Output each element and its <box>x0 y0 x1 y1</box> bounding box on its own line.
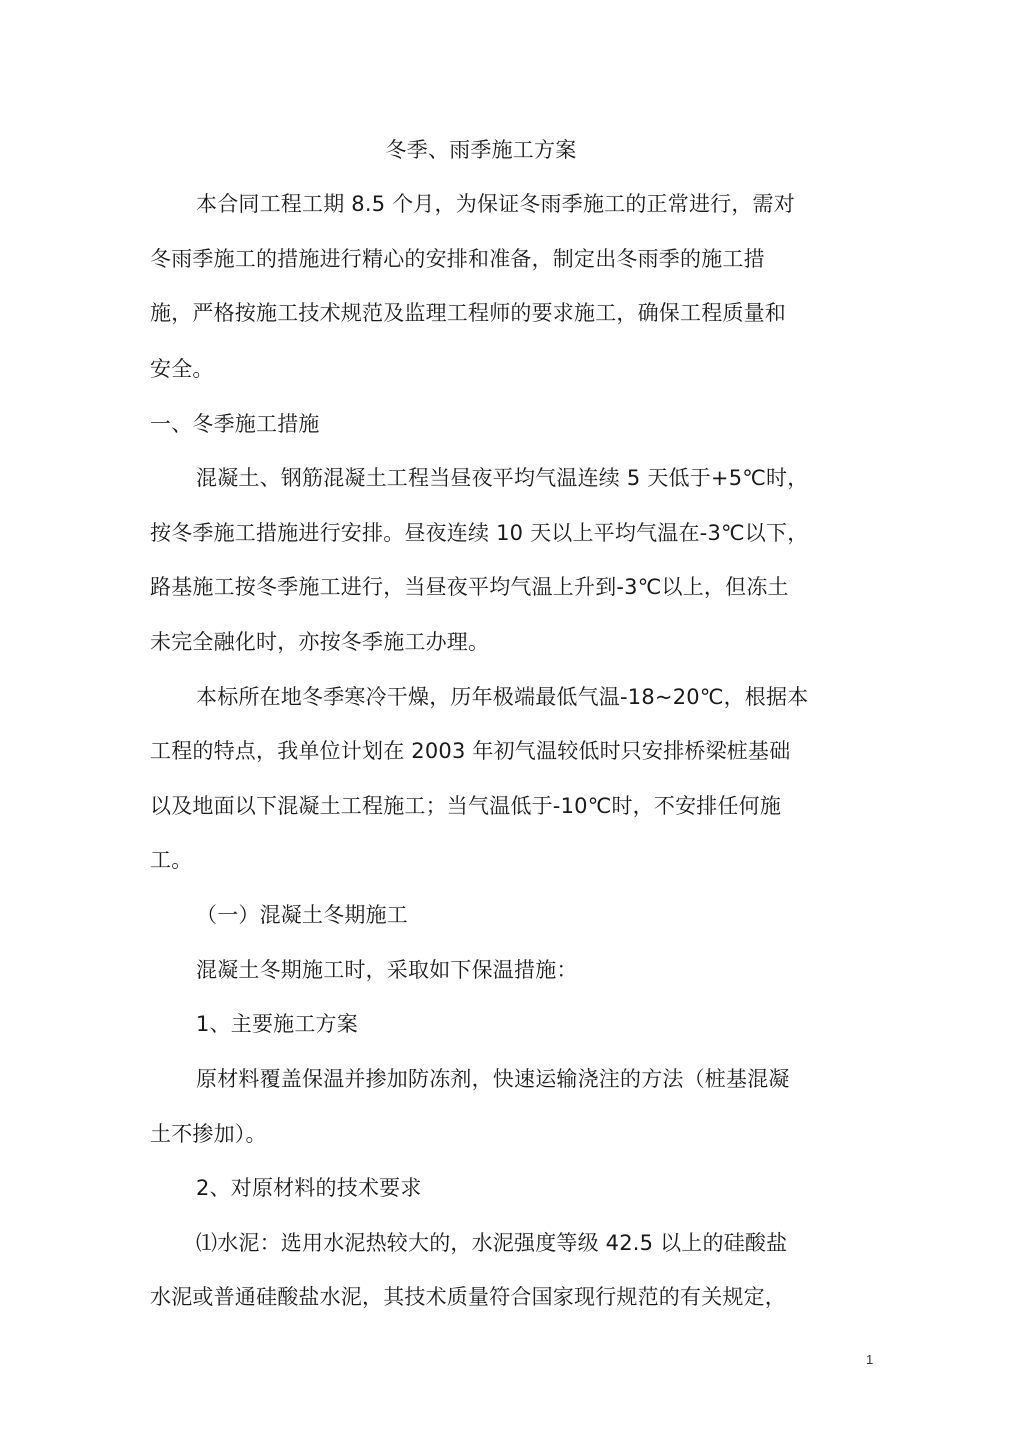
paragraph-line: 以及地面以下混凝土工程施工；当气温低于-10℃时，不安排任何施 <box>150 794 782 818</box>
paragraph-line: 路基施工按冬季施工进行，当昼夜平均气温上升到-3℃以上，但冻土 <box>150 575 789 599</box>
numbered-heading: 2、对原材料的技术要求 <box>196 1176 422 1200</box>
paragraph-line: 安全。 <box>150 357 214 381</box>
paragraph-line: 土不掺加）。 <box>150 1122 267 1146</box>
paragraph-line: 混凝土冬期施工时，采取如下保温措施： <box>196 958 578 982</box>
paragraph-line: 水泥或普通硅酸盐水泥，其技术质量符合国家现行规范的有关规定， <box>150 1285 786 1309</box>
subsection-heading: （一）混凝土冬期施工 <box>196 903 408 927</box>
paragraph-line: ⑴水泥：选用水泥热较大的，水泥强度等级 42.5 以上的硅酸盐 <box>196 1231 788 1255</box>
document-title: 冬季、雨季施工方案 <box>385 138 577 162</box>
page-number: 1 <box>866 1352 874 1367</box>
paragraph-line: 本标所在地冬季寒冷干燥，历年极端最低气温-18~20℃，根据本 <box>196 685 809 709</box>
paragraph-line: 施，严格按施工技术规范及监理工程师的要求施工，确保工程质量和 <box>150 301 786 325</box>
paragraph-line: 工。 <box>150 848 193 872</box>
paragraph-line: 混凝土、钢筋混凝土工程当昼夜平均气温连续 5 天低于+5℃时， <box>196 466 809 490</box>
paragraph-line: 原材料覆盖保温并掺加防冻剂，快速运输浇注的方法（桩基混凝 <box>196 1067 790 1091</box>
paragraph-line: 按冬季施工措施进行安排。昼夜连续 10 天以上平均气温在-3℃以下， <box>150 521 809 545</box>
paragraph-line: 本合同工程工期 8.5 个月，为保证冬雨季施工的正常进行，需对 <box>196 192 795 216</box>
paragraph-line: 未完全融化时，亦按冬季施工办理。 <box>150 630 490 654</box>
paragraph-line: 工程的特点，我单位计划在 2003 年初气温较低时只安排桥梁桩基础 <box>150 739 791 763</box>
section-heading: 一、冬季施工措施 <box>150 412 320 436</box>
paragraph-line: 冬雨季施工的措施进行精心的安排和准备，制定出冬雨季的施工措 <box>150 247 765 271</box>
numbered-heading: 1、主要施工方案 <box>196 1012 358 1036</box>
